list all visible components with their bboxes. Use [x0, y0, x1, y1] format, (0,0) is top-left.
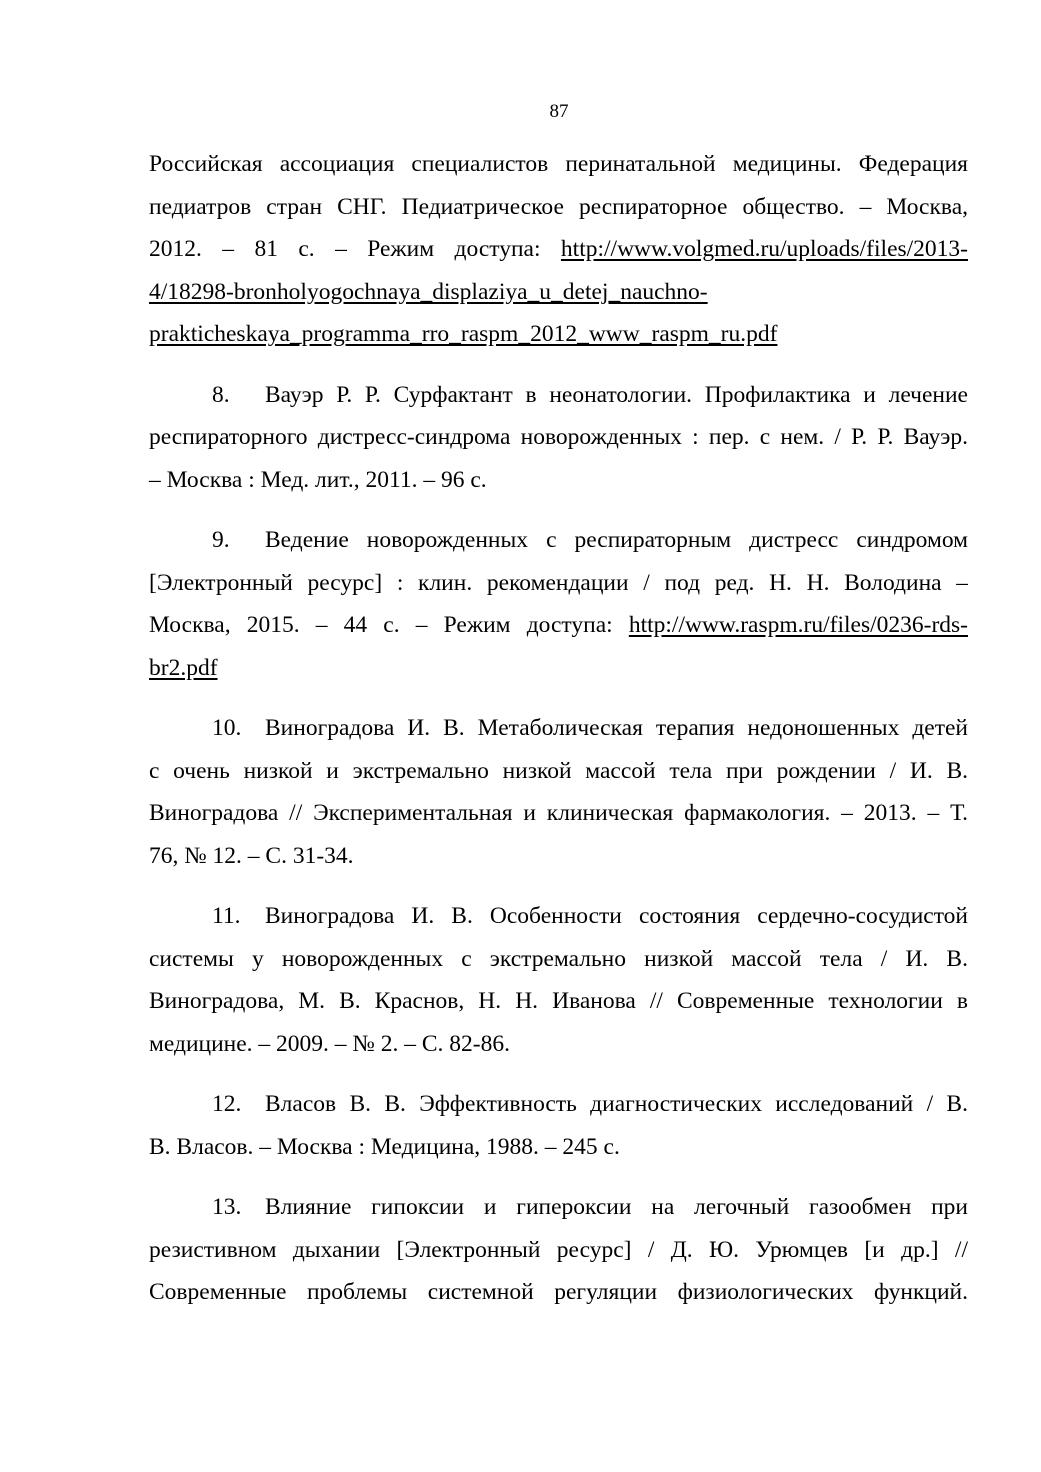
ref-7-link-part-2[interactable]: 4/18298-bronholyogochnaya_displaziya_u_detej_nauchno-: [149, 278, 708, 305]
ref-8-line-3: – Москва : Мед. лит., 2011. – 96 с.: [149, 466, 487, 493]
ref-13-line-1: [149, 1186, 968, 1229]
ref-9-access-label: Москва, 2015. – 44 с. – Режим доступа:: [149, 612, 613, 638]
ref-9-line-2: [Электронный ресурс] : клин. рекомендации / под ред. Н. Н. Володина –: [149, 569, 968, 596]
ref-8-line-1: [149, 374, 968, 417]
ref-10-line-3: Виноградова // Экспериментальная и клиническая фармакология. – 2013. – Т.: [149, 800, 968, 826]
ref-13-text-1: Влияние гипоксии и гипероксии на легочный газообмен при: [265, 1194, 968, 1220]
ref-8-text-1: Вауэр Р. Р. Сурфактант в неонатологии. Профилактика и лечение: [265, 381, 968, 408]
ref-10-number: 10.: [212, 715, 242, 741]
ref-13-line-2: резистивном дыхании [Электронный ресурс] / Д. Ю. Урюмцев [и др.] //: [149, 1236, 968, 1263]
ref-10-line-2: с очень низкой и экстремально низкой массой тела при рождении / И. В.: [149, 757, 968, 784]
ref-7-link-part-1[interactable]: http://www.volgmed.ru/uploads/files/2013-: [560, 236, 968, 262]
ref-10-line-1: [149, 707, 968, 750]
reference-12: [149, 1083, 968, 1168]
ref-9-text-1: Ведение новорожденных с респираторным дистресс синдромом: [265, 527, 968, 553]
ref-9-line-1: [149, 519, 968, 562]
ref-11-line-1: [149, 895, 968, 938]
ref-9-link-part-2[interactable]: br2.pdf: [149, 654, 218, 681]
ref-11-number: 11.: [212, 903, 241, 929]
ref-7-link-part-3[interactable]: prakticheskaya_programma_rro_raspm_2012_www_raspm_ru.pdf: [149, 321, 778, 347]
ref-10-text-1: Виноградова И. В. Метаболическая терапия недоношенных детей: [265, 715, 968, 741]
ref-9-link-part-1[interactable]: http://www.raspm.ru/files/0236-rds-: [628, 612, 968, 638]
ref-7-line-2: педиатров стран СНГ. Педиатрическое респираторное общество. – Москва,: [149, 193, 968, 220]
page-number: 87: [549, 101, 569, 122]
reference-8: [149, 374, 968, 502]
reference-13: [149, 1186, 968, 1314]
reference-list: [149, 143, 968, 1314]
ref-7-line-5: [149, 313, 968, 356]
reference-7: [149, 143, 968, 356]
ref-12-line-2: В. Власов. – Москва : Медицина, 1988. – 245 с.: [149, 1133, 620, 1160]
ref-12-line-1: [149, 1083, 968, 1126]
ref-7-access-label: 2012. – 81 с. – Режим доступа:: [149, 236, 541, 262]
ref-11-line-2: системы у новорожденных с экстремально низкой массой тела / И. В.: [149, 945, 968, 972]
reference-11: [149, 895, 968, 1065]
ref-8-number: 8.: [212, 381, 230, 408]
ref-8-line-2: респираторного дистресс-синдрома новорожденных : пер. с нем. / Р. Р. Вауэр.: [149, 424, 968, 450]
ref-12-text-1: Власов В. В. Эффективность диагностических исследований / В.: [265, 1091, 968, 1117]
ref-13-number: 13.: [212, 1194, 242, 1220]
ref-7-line-1: Российская ассоциация специалистов перинатальной медицины. Федерация: [149, 151, 968, 177]
ref-13-line-3: Современные проблемы системной регуляции физиологических функций.: [149, 1279, 968, 1305]
ref-11-line-3: Виноградова, М. В. Краснов, Н. Н. Иванова // Современные технологии в: [149, 988, 968, 1014]
ref-7-line-3: [149, 228, 968, 271]
ref-9-line-3: [149, 604, 968, 647]
reference-9: [149, 519, 968, 689]
ref-11-line-4: медицине. – 2009. – № 2. – С. 82-86.: [149, 1030, 510, 1057]
ref-9-number: 9.: [212, 527, 230, 553]
ref-11-text-1: Виноградова И. В. Особенности состояния сердечно-сосудистой: [265, 903, 968, 929]
ref-12-number: 12.: [212, 1091, 242, 1117]
ref-7-line-4: [149, 271, 968, 314]
ref-9-line-4: [149, 647, 968, 690]
ref-10-line-4: 76, № 12. – С. 31-34.: [149, 842, 354, 869]
reference-10: [149, 707, 968, 877]
